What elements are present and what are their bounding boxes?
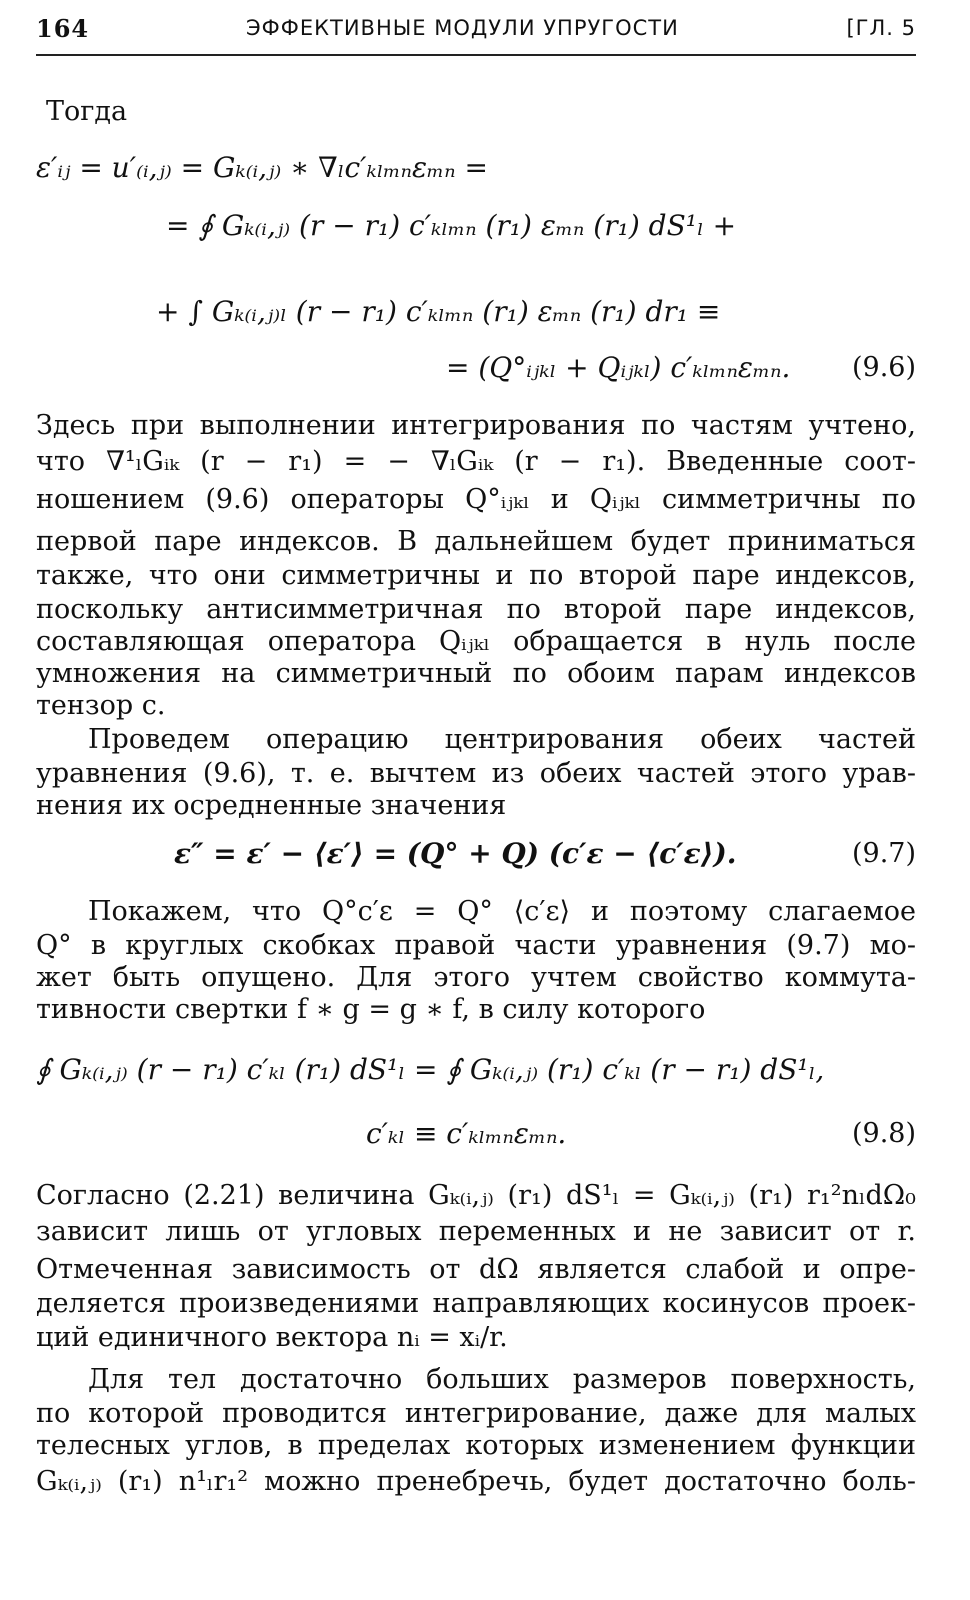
intro-text: Тогда — [46, 96, 128, 127]
para5-line-2: по которой проводится интегрирование, даже для малых — [36, 1398, 916, 1429]
para1-line-1: Здесь при выполнении интегрирования по частям учтено, — [36, 410, 916, 441]
para1-line-3: ношением (9.6) операторы Q°ᵢⱼₖₗ и Qᵢⱼₖₗ симметричны по — [36, 484, 916, 515]
para3-line-3: жет быть опущено. Для этого учтем свойство коммута- — [36, 962, 916, 993]
para2-line-2: уравнения (9.6), т. е. вычтем из обеих частей этого урав- — [36, 758, 916, 789]
header-rule — [36, 54, 916, 56]
equation-number-9-6: (9.6) — [851, 352, 916, 383]
para1-line-8: умножения на симметричный по обоим парам индексов — [36, 658, 916, 689]
equation-9-6-line-2: = ∮ Gₖ₍ᵢ,ⱼ₎ (r − r₁) c′ₖₗₘₙ (r₁) εₘₙ (r₁) dS¹ₗ + — [166, 209, 737, 242]
para4-line-2: зависит лишь от угловых переменных и не зависит от r. — [36, 1216, 916, 1247]
para4-line-3: Отмеченная зависимость от dΩ является слабой и опре- — [36, 1254, 916, 1285]
equation-9-6-line-1: ε′ᵢⱼ = u′₍ᵢ,ⱼ₎ = Gₖ₍ᵢ,ⱼ₎ ∗ ∇ₗc′ₖₗₘₙεₘₙ = — [36, 151, 488, 184]
book-page — [36, 0, 916, 1600]
para3-line-2: Q° в круглых скобках правой части уравнения (9.7) мо- — [36, 930, 916, 961]
equation-number-9-7: (9.7) — [851, 838, 916, 869]
para5-line-4: Gₖ₍ᵢ,ⱼ₎ (r₁) n¹ₗr₁² можно пренебречь, будет достаточно боль- — [36, 1466, 916, 1497]
para2-line-1: Проведем операцию центрирования обеих частей — [88, 724, 916, 755]
equation-9-6-line-3: + ∫ Gₖ₍ᵢ,ⱼ₎ₗ (r − r₁) c′ₖₗₘₙ (r₁) εₘₙ (r₁) dr₁ ≡ — [156, 295, 721, 328]
para4-line-4: деляется произведениями направляющих косинусов проек- — [36, 1288, 916, 1319]
para1-line-6: поскольку антисимметричная по второй паре индексов, — [36, 594, 916, 625]
equation-9-6-line-4: = (Q°ᵢⱼₖₗ + Qᵢⱼₖₗ) c′ₖₗₘₙεₘₙ. — [446, 351, 791, 384]
page-number: 164 — [36, 14, 90, 43]
equation-9-7: ε″ = ε′ − ⟨ε′⟩ = (Q° + Q) (c′ε − ⟨c′ε⟩). — [174, 837, 737, 870]
running-title: ЭФФЕКТИВНЫЕ МОДУЛИ УПРУГОСТИ — [246, 16, 679, 40]
para1-line-4: первой паре индексов. В дальнейшем будет приниматься — [36, 526, 916, 557]
para3-line-4: тивности свертки f ∗ g = g ∗ f, в силу которого — [36, 994, 706, 1025]
equation-number-9-8: (9.8) — [851, 1118, 916, 1149]
para5-line-3: телесных углов, в пределах которых изменением функции — [36, 1430, 916, 1461]
para2-line-3: нения их осредненные значения — [36, 790, 507, 821]
equation-9-8-line-1: ∮ Gₖ₍ᵢ,ⱼ₎ (r − r₁) c′ₖₗ (r₁) dS¹ₗ = ∮ Gₖ₍ᵢ,ⱼ₎ (r₁) c′ₖₗ (r − r₁) dS¹ₗ, — [36, 1053, 825, 1086]
para5-line-1: Для тел достаточно больших размеров поверхность, — [88, 1364, 916, 1395]
equation-9-8-line-2: c′ₖₗ ≡ c′ₖₗₘₙεₘₙ. — [366, 1117, 567, 1150]
para1-line-5: также, что они симметричны и по второй паре индексов, — [36, 560, 916, 591]
para4-line-1: Согласно (2.21) величина Gₖ₍ᵢ,ⱼ₎ (r₁) dS¹ₗ = Gₖ₍ᵢ,ⱼ₎ (r₁) r₁²nₗdΩ₀ — [36, 1180, 916, 1211]
para3-line-1: Покажем, что Q°c′ε = Q° ⟨c′ε⟩ и поэтому слагаемое — [88, 896, 916, 927]
para1-line-9: тензор c. — [36, 690, 166, 721]
page-header — [36, 14, 916, 50]
chapter-label: [ГЛ. 5 — [846, 16, 916, 40]
para1-line-7: составляющая оператора Qᵢⱼₖₗ обращается в нуль после — [36, 626, 916, 657]
para1-line-2: что ∇¹ₗGᵢₖ (r − r₁) = − ∇ₗGᵢₖ (r − r₁). Введенные соот- — [36, 446, 916, 477]
para4-line-5: ций единичного вектора nᵢ = xᵢ/r. — [36, 1322, 508, 1353]
